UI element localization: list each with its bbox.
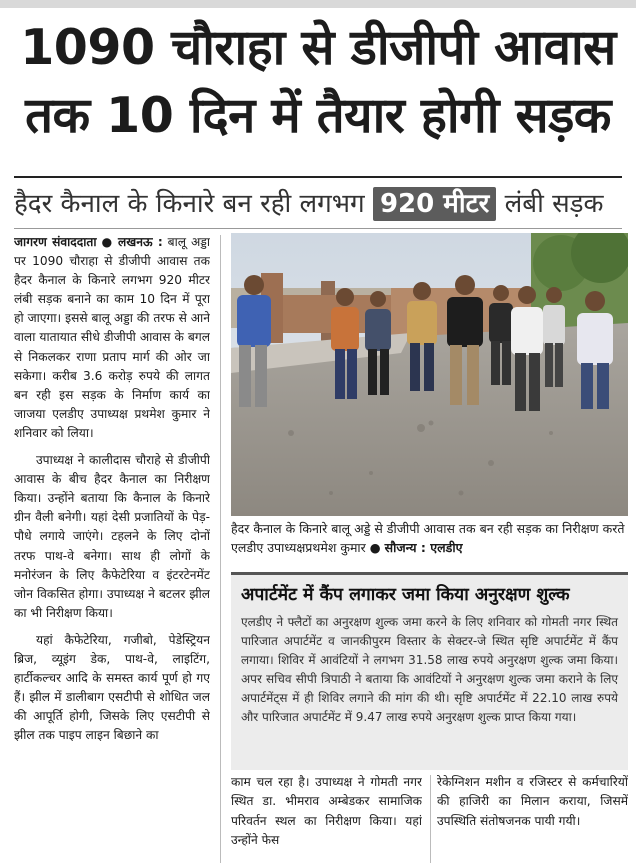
news-photo bbox=[231, 233, 628, 516]
article-paragraph-2: उपाध्यक्ष ने कालीदास चौराहे से डीजीपी आवास के बीच हैदर कैनाल का निरीक्षण किया। उन्होंने बताया कि कैनाल के किनारे ग्रीन वैली बनेगी। यहां देसी प्रजातियों के पेड़-पौधे लगाये जाएंगे। टहलने के लिए दोनों तरफ पाथ-वे बनेगा। साथ ही लोगों के मनोरंजन के लिए कैफेटेरिया व इंटरटेनमेंट जोन विकसित होगा। उपाध्यक्ष ने बटलर झील का भी निरीक्षण किया। bbox=[14, 453, 210, 620]
sidebar-box-title: अपार्टमेंट में कैंप लगाकर जमा किया अनुरक्षण शुल्क bbox=[241, 585, 570, 605]
headline-line-2: तक 10 दिन में तैयार होगी सड़क bbox=[25, 87, 611, 144]
subhead-text-before: हैदर कैनाल के किनारे बन रही लगभग bbox=[14, 189, 365, 219]
headline-line-1: 1090 चौराहा से डीजीपी आवास bbox=[20, 19, 616, 76]
caption-bullet: ● bbox=[369, 540, 385, 555]
subhead-rule bbox=[14, 228, 622, 229]
dateline: जागरण संवाददाता bbox=[14, 235, 97, 249]
subheadline bbox=[14, 182, 624, 226]
subhead-text-after: लंबी सड़क bbox=[504, 189, 604, 219]
article-left-column bbox=[14, 233, 210, 863]
sidebar-box bbox=[231, 572, 628, 770]
column-divider bbox=[220, 235, 221, 863]
sidebar-box-body: एलडीए ने फ्लैटों का अनुरक्षण शुल्क जमा करने के लिए शनिवार को गोमती नगर स्थित पारिजात अपार्टमेंट व जानकीपुरम विस्तार के सेक्टर-जे स्थित सृष्टि अपार्टमेंट में कैंप लगाया। शिविर में आवंटियों ने लगभग 31.58 लाख रुपये अनुरक्षण शुल्क जमा किया। अपर सचिव सीपी त्रिपाठी ने बताया कि आवंटियों ने अनुरक्षण शुल्क जमा कराने के लिए अपार्टमेंट्स में ही शिविर लगाने की मांग की थी। सृष्टि अपार्टमेंट में 22.10 लाख रुपये और पारिजात अपार्टमेंट में 9.47 लाख रुपये अनुरक्षण शुल्क प्राप्त किया गया। bbox=[241, 615, 618, 724]
paragraph-1-text: बालू अड्डा पर 1090 चौराहा से डीजीपी आवास तक हैदर कैनाल के किनारे लगभग 920 मीटर लंबी सड़क बनाने का काम 10 दिन में पूरा हो जाएगा। इससे बालू अड्डा की तरफ से आने वाला यातायात सीधे डीजीपी आवास के बगल से निकलकर राणा प्रताप मार्ग की ओर जा सकेगा। करीब 3.6 करोड़ रुपये की लागत बन रही इस सड़क के निर्माण कार्य का जाजया एलडीए उपाध्यक्ष प्रथमेश कुमार ने शनिवार को लिया। bbox=[14, 235, 210, 440]
dateline-city: लखनऊ : bbox=[118, 235, 163, 249]
page-top-border bbox=[0, 0, 636, 8]
bottom-column-divider bbox=[430, 775, 431, 863]
subhead-highlight: 920 मीटर bbox=[373, 187, 496, 221]
photo-credit: सौजन्य : एलडीए bbox=[384, 540, 463, 555]
article-continuation-column-1: काम चल रहा है। उपाध्यक्ष ने गोमती नगर स्थित डा. भीमराव अम्बेडकर सामाजिक परिवर्तन स्थल का निरीक्षण किया। यहां उन्होंने फेस bbox=[231, 775, 422, 848]
headline bbox=[6, 14, 630, 150]
photo-caption bbox=[231, 519, 628, 557]
dateline-bullet: ● bbox=[101, 235, 119, 249]
headline-rule bbox=[14, 176, 622, 178]
article-continuation-column-2: रेकेग्निशन मशीन व रजिस्टर से कर्मचारियों की हाजिरी का मिलान कराया, जिसमें उपस्थिति संतोषजनक पायी गयी। bbox=[437, 775, 628, 828]
photo-caption-text: हैदर कैनाल के किनारे बालू अड्डे से डीजीपी आवास तक बन रही सड़क का निरीक्षण करते एलडीए उपाध्यक्षप्रथमेश कुमार bbox=[231, 521, 625, 555]
article-paragraph-3: यहां कैफेटेरिया, गजीबो, पेडेस्ट्रियन ब्रिज, व्यूइंग डेक, पाथ-वे, लाइटिंग, हार्टीकल्चर आदि के समस्त कार्य पूर्ण हो गए हैं। झील में डालीबाग एसटीपी से शोधित जल की आपूर्ति होगी, जिसके लिए एसटीपी से झील तक पाइप लाइन बिछाने का bbox=[14, 632, 210, 743]
article-paragraph-1 bbox=[14, 233, 210, 443]
